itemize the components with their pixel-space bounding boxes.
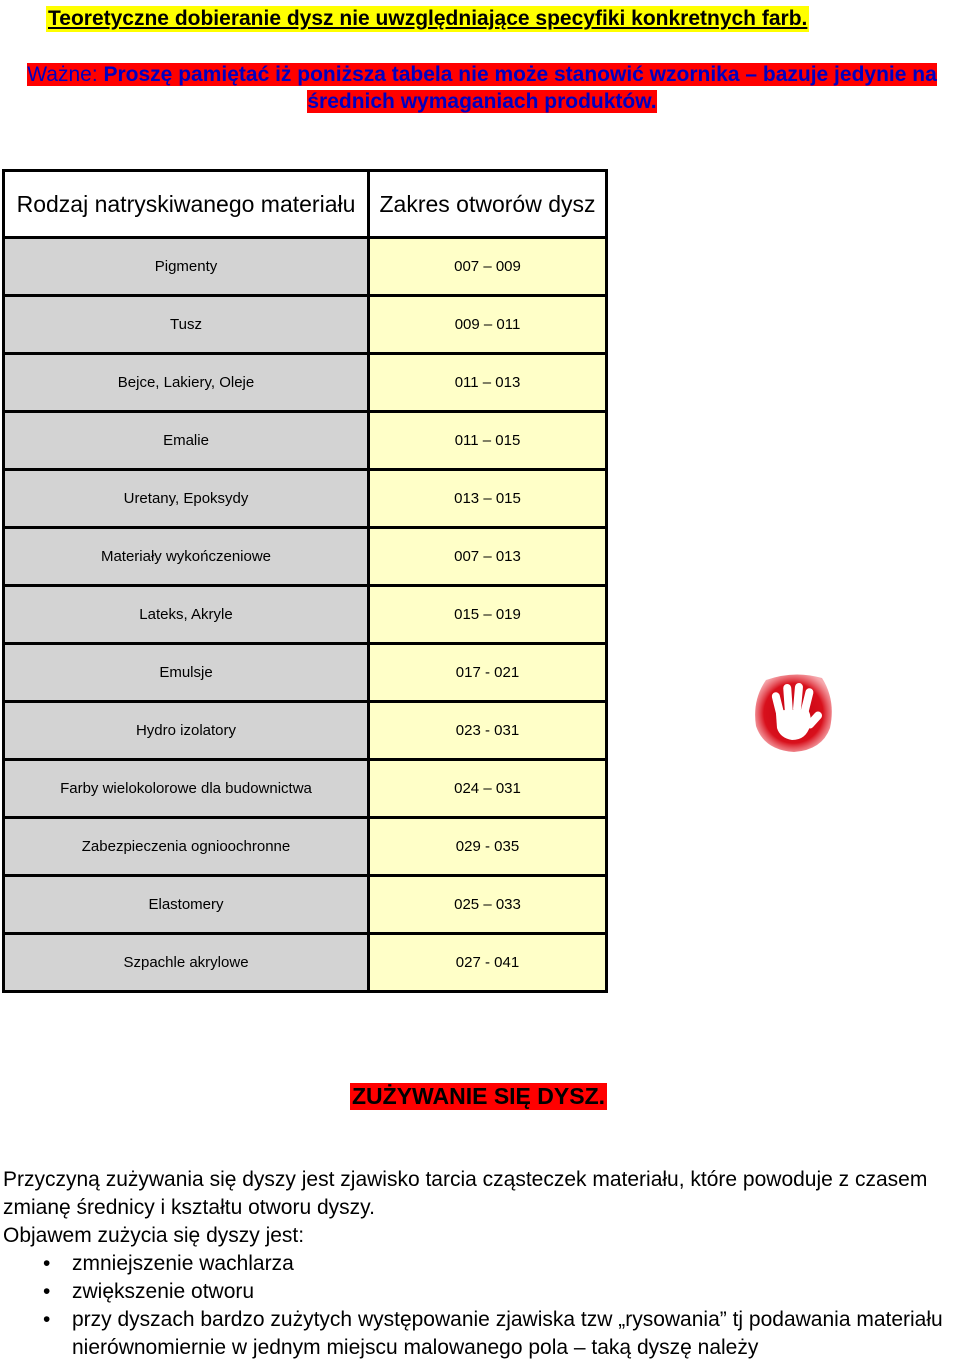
material-cell: Emalie bbox=[4, 412, 369, 470]
warning-label: Ważne: bbox=[27, 63, 98, 86]
list-item bbox=[3, 1306, 957, 1362]
material-cell: Zabezpieczenia ognioochronne bbox=[4, 818, 369, 876]
material-column-header: Rodzaj natryskiwanego materiału bbox=[4, 171, 369, 238]
material-cell: Pigmenty bbox=[4, 238, 369, 296]
range-cell: 007 – 009 bbox=[369, 238, 607, 296]
material-cell: Uretany, Epoksydy bbox=[4, 470, 369, 528]
list-item-text: zwiększenie otworu bbox=[72, 1280, 255, 1303]
range-cell: 009 – 011 bbox=[369, 296, 607, 354]
material-cell: Szpachle akrylowe bbox=[4, 934, 369, 992]
list-item-text: zmniejszenie wachlarza bbox=[72, 1252, 294, 1275]
material-cell: Hydro izolatory bbox=[4, 702, 369, 760]
material-cell: Materiały wykończeniowe bbox=[4, 528, 369, 586]
table-row bbox=[4, 586, 607, 644]
list-item bbox=[3, 1278, 957, 1306]
nozzle-table bbox=[2, 169, 608, 993]
wear-description bbox=[3, 1166, 957, 1362]
table-row bbox=[4, 934, 607, 992]
wear-paragraph: Przyczyną zużywania się dyszy jest zjawisko tarcia cząsteczek materiału, które powoduje z czasem zmianę średnicy i kształtu otworu dyszy. bbox=[3, 1168, 928, 1219]
list-item bbox=[3, 1250, 957, 1278]
warning-text: Proszę pamiętać iż poniższa tabela nie może stanowić wzornika – bazuje jedynie na średnich wymaganiach produktów. bbox=[103, 63, 937, 113]
range-cell: 029 - 035 bbox=[369, 818, 607, 876]
stop-hand-icon bbox=[752, 670, 836, 754]
material-cell: Bejce, Lakiery, Oleje bbox=[4, 354, 369, 412]
table-row bbox=[4, 354, 607, 412]
range-cell: 023 - 031 bbox=[369, 702, 607, 760]
page-title: Teoretyczne dobieranie dysz nie uwzględniające specyfiki konkretnych farb. bbox=[48, 7, 808, 30]
range-column-header: Zakres otworów dysz bbox=[369, 171, 607, 238]
range-cell: 017 - 021 bbox=[369, 644, 607, 702]
table-header-row bbox=[4, 171, 607, 238]
range-cell: 007 – 013 bbox=[369, 528, 607, 586]
material-cell: Elastomery bbox=[4, 876, 369, 934]
range-cell: 015 – 019 bbox=[369, 586, 607, 644]
symptoms-list bbox=[3, 1250, 957, 1362]
bullet-icon: • bbox=[43, 1252, 51, 1275]
table-row bbox=[4, 760, 607, 818]
material-cell: Farby wielokolorowe dla budownictwa bbox=[4, 760, 369, 818]
range-cell: 025 – 033 bbox=[369, 876, 607, 934]
range-cell: 027 - 041 bbox=[369, 934, 607, 992]
range-cell: 011 – 013 bbox=[369, 354, 607, 412]
table-row bbox=[4, 876, 607, 934]
wear-section-title: ZUŻYWANIE SIĘ DYSZ. bbox=[352, 1083, 606, 1109]
bullet-icon: • bbox=[43, 1280, 51, 1303]
list-item-text: przy dyszach bardzo zużytych występowanie zjawiska tzw „rysowania” tj podawania materiału nierównomiernie w jednym miejscu malowanego pola – taką dyszę należy bbox=[72, 1308, 943, 1359]
table-row bbox=[4, 528, 607, 586]
symptoms-intro: Objawem zużycia się dyszy jest: bbox=[3, 1224, 305, 1247]
warning-note bbox=[24, 61, 940, 115]
table-row bbox=[4, 818, 607, 876]
table-row bbox=[4, 702, 607, 760]
range-cell: 011 – 015 bbox=[369, 412, 607, 470]
table-row bbox=[4, 296, 607, 354]
material-cell: Tusz bbox=[4, 296, 369, 354]
range-cell: 024 – 031 bbox=[369, 760, 607, 818]
table-row bbox=[4, 238, 607, 296]
material-cell: Emulsje bbox=[4, 644, 369, 702]
table-row bbox=[4, 470, 607, 528]
table-row bbox=[4, 644, 607, 702]
bullet-icon: • bbox=[43, 1308, 51, 1331]
table-row bbox=[4, 412, 607, 470]
material-cell: Lateks, Akryle bbox=[4, 586, 369, 644]
range-cell: 013 – 015 bbox=[369, 470, 607, 528]
